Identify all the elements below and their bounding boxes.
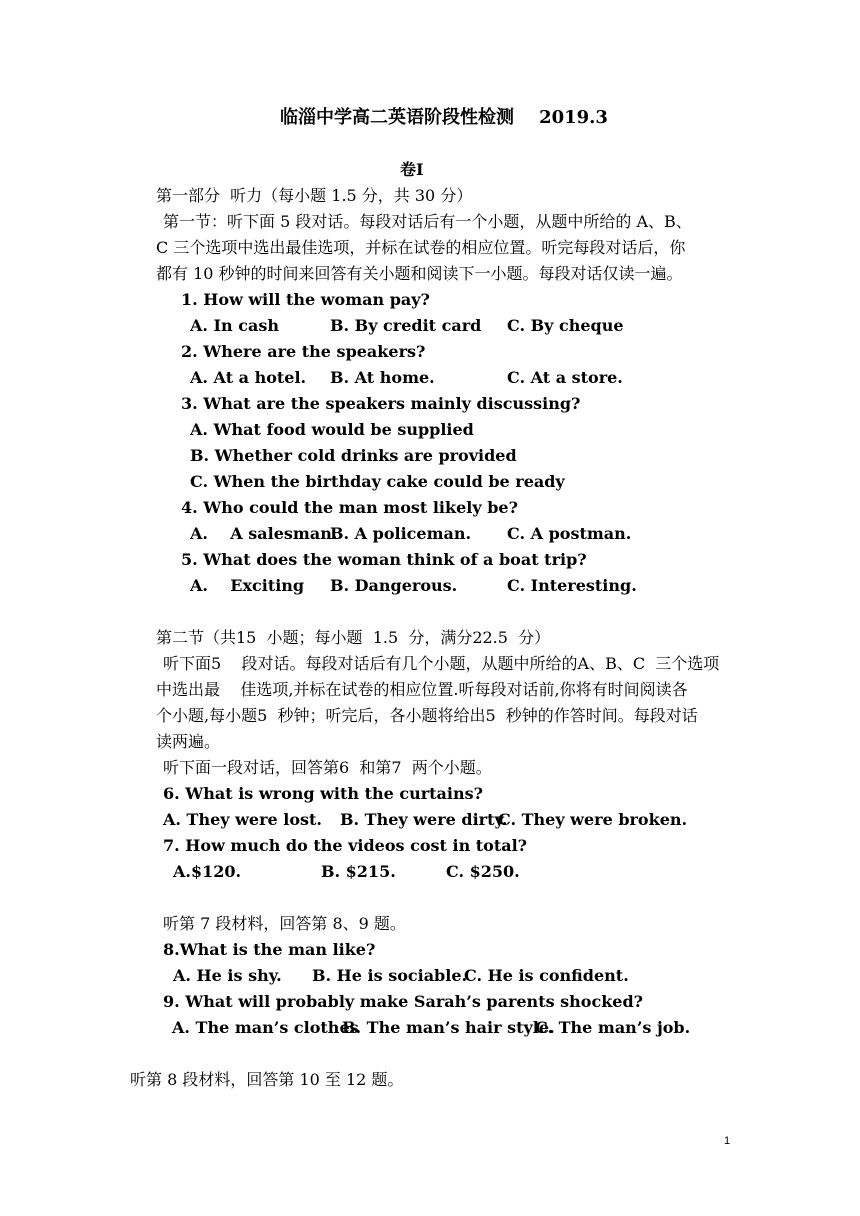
q7-option-b: B. $215. bbox=[321, 862, 396, 881]
question-8: 8.What is the man like? bbox=[163, 940, 376, 959]
material-instruction: 听第 7 段材料，回答第 8、9 题。 bbox=[163, 914, 406, 933]
section2-intro-line: 个小题,每小题5 秒钟；听完后，各小题将给出5 秒钟的作答时间。每段对话 bbox=[156, 706, 698, 725]
section1-intro-line: 都有 10 秒钟的时间来回答有关小题和阅读下一小题。每段对话仅读一遍。 bbox=[156, 264, 683, 283]
question-4: 4. Who could the man most likely be? bbox=[181, 498, 518, 517]
q8-option-c: C. He is confident. bbox=[464, 966, 629, 985]
q3-option-b: B. Whether cold drinks are provided bbox=[190, 446, 517, 465]
page-title: 临淄中学高二英语阶段性检测 2019.3 bbox=[280, 107, 608, 128]
question-7: 7. How much do the videos cost in total? bbox=[163, 836, 528, 855]
q2-option-c: C. At a store. bbox=[507, 368, 623, 387]
q7-option-a: A.$120. bbox=[173, 862, 242, 881]
section2-intro-line: 中选出最 佳选项,并标在试卷的相应位置.听每段对话前,你将有时间阅读各 bbox=[156, 680, 688, 699]
q9-option-b: B. The man’s hair style. bbox=[342, 1018, 555, 1037]
q8-option-b: B. He is sociable. bbox=[312, 966, 468, 985]
section2-heading: 第二节（共15 小题；每小题 1.5 分，满分22.5 分） bbox=[156, 628, 551, 647]
question-6: 6. What is wrong with the curtains? bbox=[163, 784, 483, 803]
q6-option-c: C. They were broken. bbox=[498, 810, 688, 829]
q4-option-b: B. A policeman. bbox=[330, 524, 472, 543]
q2-option-b: B. At home. bbox=[330, 368, 435, 387]
dialog-instruction: 听下面一段对话，回答第6 和第7 两个小题。 bbox=[163, 758, 492, 777]
q1-option-b: B. By credit card bbox=[330, 316, 482, 335]
q4-option-a: A. A salesman. bbox=[190, 524, 338, 543]
question-5: 5. What does the woman think of a boat trip? bbox=[181, 550, 587, 569]
q6-option-a: A. They were lost. bbox=[163, 810, 322, 829]
q9-option-a: A. The man’s clothes bbox=[172, 1018, 359, 1037]
q8-option-a: A. He is shy. bbox=[173, 966, 282, 985]
q7-option-c: C. $250. bbox=[446, 862, 520, 881]
q4-option-c: C. A postman. bbox=[507, 524, 632, 543]
question-1: 1. How will the woman pay? bbox=[181, 290, 430, 309]
page-number: 1 bbox=[724, 1135, 731, 1147]
q2-option-a: A. At a hotel. bbox=[190, 368, 307, 387]
question-2: 2. Where are the speakers? bbox=[181, 342, 426, 361]
q5-option-a: A. Exciting bbox=[190, 576, 305, 595]
q9-option-c: C. The man’s job. bbox=[535, 1018, 691, 1037]
section2-intro-line: 听下面5 段对话。每段对话后有几个小题，从题中所给的A、B、C 三个选项 bbox=[163, 654, 720, 673]
question-3: 3. What are the speakers mainly discussing? bbox=[181, 394, 581, 413]
section2-intro-line: 读两遍。 bbox=[156, 732, 221, 751]
q1-option-a: A. In cash bbox=[190, 316, 279, 335]
section1-intro-line: 第一节：听下面 5 段对话。每段对话后有一个小题，从题中所给的 A、B、 bbox=[163, 212, 692, 231]
q1-option-c: C. By cheque bbox=[507, 316, 624, 335]
volume-label: 卷I bbox=[400, 160, 424, 179]
question-9: 9. What will probably make Sarah’s parents shocked? bbox=[163, 992, 644, 1011]
q3-option-a: A. What food would be supplied bbox=[190, 420, 474, 439]
q5-option-c: C. Interesting. bbox=[507, 576, 637, 595]
material-instruction: 听第 8 段材料，回答第 10 至 12 题。 bbox=[130, 1070, 404, 1089]
q5-option-b: B. Dangerous. bbox=[330, 576, 458, 595]
q3-option-c: C. When the birthday cake could be ready bbox=[190, 472, 565, 491]
part1-heading: 第一部分 听力（每小题 1.5 分，共 30 分） bbox=[156, 186, 473, 205]
section1-intro-line: C 三个选项中选出最佳选项，并标在试卷的相应位置。听完每段对话后，你 bbox=[156, 238, 686, 257]
q6-option-b: B. They were dirty. bbox=[340, 810, 508, 829]
